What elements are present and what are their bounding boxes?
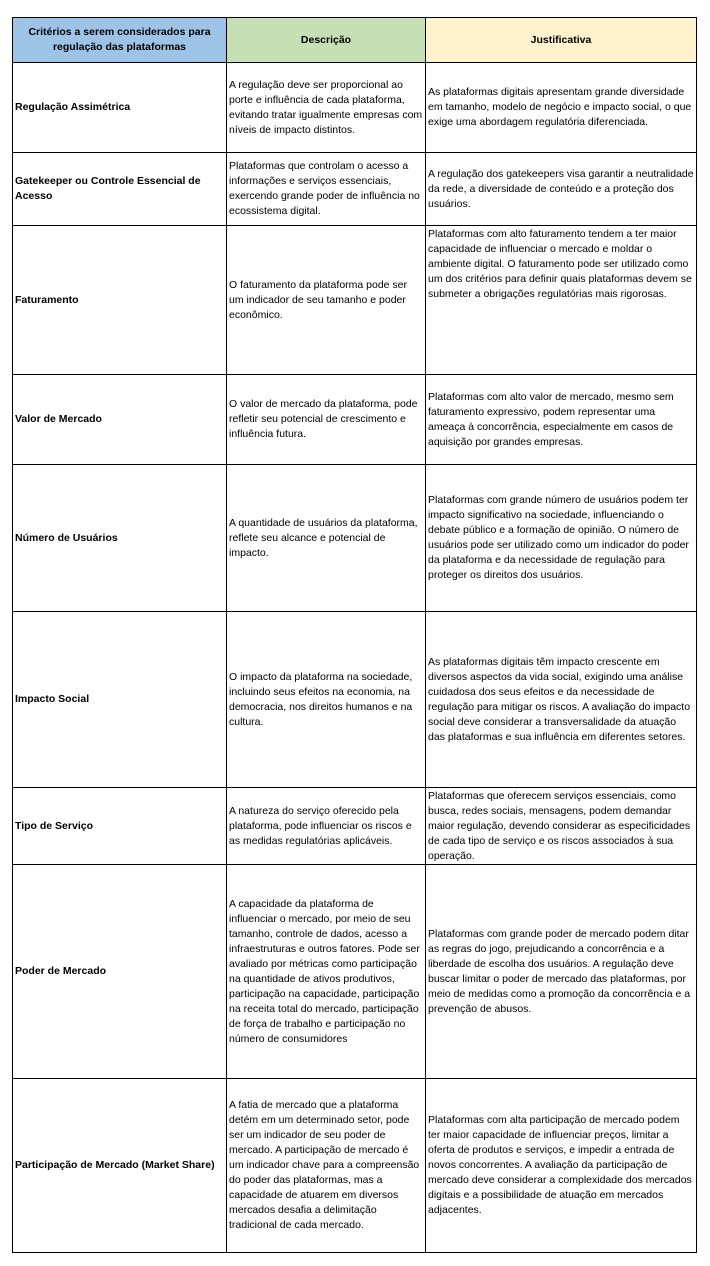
justification-cell: A regulação dos gatekeepers visa garantir a neutralidade da rede, a diversidade de conteúdo e a proteção dos usuários. [426,153,697,226]
description-cell: A capacidade da plataforma de influenciar o mercado, por meio de seu tamanho, controle de dados, acesso a infraestruturas e outros fatores. Pode ser avaliado por métricas como participação na quantidade de ativos produtivos, participação na capacidade, participação na receita total do mercado, participação de força de trabalho e participação no número de consumidores [227,865,426,1079]
header-description: Descrição [227,18,426,63]
criterion-cell: Valor de Mercado [13,375,227,465]
justification-cell: Plataformas com alta participação de mercado podem ter maior capacidade de influenciar preços, limitar a oferta de produtos e serviços, e impedir a entrada de novos concorrentes. A avaliação da participação de mercado deve considerar a complexidade dos mercados digitais e a possibilidade de atuação em mercados adjacentes. [426,1079,697,1253]
table-row [13,865,697,1079]
description-cell: A fatia de mercado que a plataforma detém em um determinado setor, pode ser um indicador de seu poder de mercado. A participação de mercado é um indicador chave para a compreensão do poder das plataformas, mas a capacidade de atuarem em diversos mercados desafia a delimitação tradicional de cada mercado. [227,1079,426,1253]
criteria-table [12,17,697,1253]
header-row [13,18,697,63]
description-cell: A natureza do serviço oferecido pela plataforma, pode influenciar os riscos e as medidas regulatórias aplicáveis. [227,788,426,865]
table-row [13,1079,697,1253]
justification-cell: Plataformas com alto valor de mercado, mesmo sem faturamento expressivo, podem representar uma ameaça à concorrência, especialmente em casos de aquisição por grandes empresas. [426,375,697,465]
justification-cell: Plataformas com alto faturamento tendem a ter maior capacidade de influenciar o mercado e moldar o ambiente digital. O faturamento pode ser utilizado como um dos critérios para definir quais plataformas devem se submeter a obrigações regulatórias mais rigorosas. [426,226,697,375]
table-row [13,612,697,788]
criterion-cell: Número de Usuários [13,465,227,612]
criterion-cell: Impacto Social [13,612,227,788]
criterion-cell: Tipo de Serviço [13,788,227,865]
header-justification: Justificativa [426,18,697,63]
justification-cell: As plataformas digitais têm impacto crescente em diversos aspectos da vida social, exigindo uma análise cuidadosa dos seus efeitos e da necessidade de regulação para mitigar os riscos. A avaliação do impacto social deve considerar a transversalidade da atuação das plataformas e sua influência em diferentes setores. [426,612,697,788]
criterion-cell: Regulação Assimétrica [13,63,227,153]
justification-cell: Plataformas com grande número de usuários podem ter impacto significativo na sociedade, influenciando o debate público e a formação de opinião. O número de usuários pode ser utilizado como um indicador do poder da plataforma e da necessidade de regulação para proteger os direitos dos usuários. [426,465,697,612]
table-row [13,63,697,153]
description-cell: O impacto da plataforma na sociedade, incluindo seus efeitos na economia, na democracia, nos direitos humanos e na cultura. [227,612,426,788]
table-row [13,375,697,465]
criterion-cell: Faturamento [13,226,227,375]
table-row [13,226,697,375]
description-cell: O valor de mercado da plataforma, pode refletir seu potencial de crescimento e influência futura. [227,375,426,465]
table-row [13,465,697,612]
criterion-cell: Participação de Mercado (Market Share) [13,1079,227,1253]
table-row [13,788,697,865]
criterion-cell: Gatekeeper ou Controle Essencial de Acesso [13,153,227,226]
description-cell: A regulação deve ser proporcional ao porte e influência de cada plataforma, evitando tratar igualmente empresas com níveis de impacto distintos. [227,63,426,153]
header-criteria: Critérios a serem considerados para regulação das plataformas [13,18,227,63]
justification-cell: Plataformas com grande poder de mercado podem ditar as regras do jogo, prejudicando a concorrência e a liberdade de escolha dos usuários. A regulação deve buscar limitar o poder de mercado das plataformas, por meio de medidas como a promoção da concorrência e a prevenção de abusos. [426,865,697,1079]
description-cell: A quantidade de usuários da plataforma, reflete seu alcance e potencial de impacto. [227,465,426,612]
table-row [13,153,697,226]
criterion-cell: Poder de Mercado [13,865,227,1079]
justification-cell: Plataformas que oferecem serviços essenciais, como busca, redes sociais, mensagens, podem demandar maior regulação, devendo considerar as especificidades de cada tipo de serviço e os riscos associados à sua operação. [426,788,697,865]
description-cell: Plataformas que controlam o acesso a informações e serviços essenciais, exercendo grande poder de influência no ecossistema digital. [227,153,426,226]
justification-cell: As plataformas digitais apresentam grande diversidade em tamanho, modelo de negócio e impacto social, o que exige uma abordagem regulatória diferenciada. [426,63,697,153]
description-cell: O faturamento da plataforma pode ser um indicador de seu tamanho e poder econômico. [227,226,426,375]
